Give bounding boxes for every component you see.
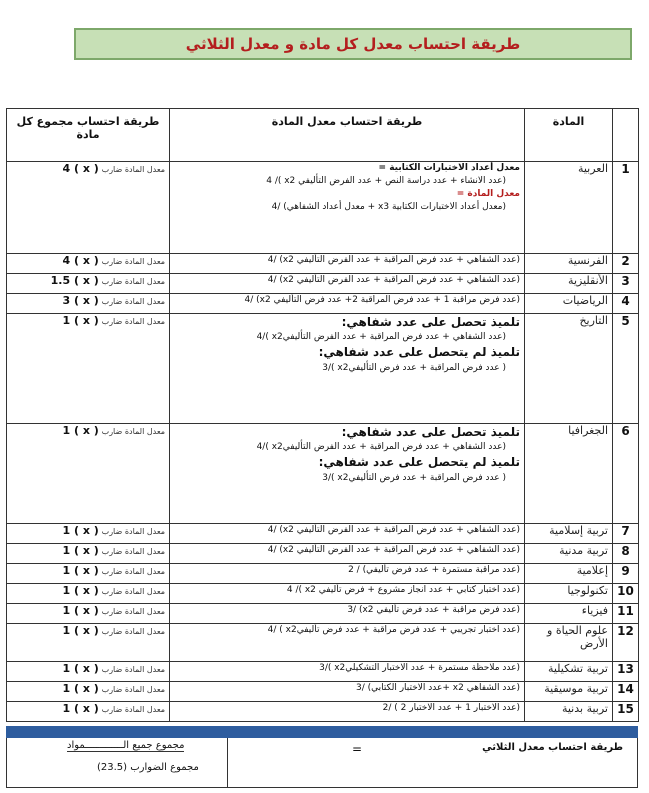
method-cell: [170, 624, 525, 662]
subject-name: إعلامية: [525, 564, 613, 584]
total-label: معدل المادة ضارب: [101, 527, 165, 536]
method-line: (عدد الشفاهي + عدد فرض المراقبة + عدد الفرض التأليفي x2) /4: [267, 545, 520, 555]
row-number: 6: [613, 424, 639, 524]
method-cell: [170, 584, 525, 604]
total-cell: [7, 294, 170, 314]
coefficient: ( x ) 4: [62, 254, 99, 267]
total-cell: [7, 254, 170, 274]
method-line: (عدد الشفاهي + عدد فرض المراقبة + عدد الفرض التأليفي x2) /4: [267, 525, 520, 535]
total-cell: [7, 702, 170, 722]
total-label: معدل المادة ضارب: [101, 427, 165, 436]
subject-name: فيزياء: [525, 604, 613, 624]
method-cell: [170, 702, 525, 722]
row-number: 14: [613, 682, 639, 702]
table-row: [7, 624, 639, 662]
method-line: (عدد الشفاهي x2 +عدد الاختبار الكتابي) /3: [356, 683, 520, 693]
method-line: (عدد اختبار تجريبي + عدد فرض مراقبة + عدد فرض تأليفيx2 ) /4: [267, 625, 520, 635]
method-line: (عدد الشفاهي + عدد فرض المراقبة + عدد الفرض التأليفي x2) /4: [267, 275, 520, 285]
table-row: [7, 294, 639, 314]
method-cell: [170, 682, 525, 702]
row-number: 15: [613, 702, 639, 722]
table-row: [7, 702, 639, 722]
subject-name: الفرنسية: [525, 254, 613, 274]
formula-denominator: مجموع الضوارب (23.5): [97, 762, 199, 773]
total-cell: [7, 584, 170, 604]
table-row: [7, 162, 639, 254]
subject-name: تربية موسيقية: [525, 682, 613, 702]
method-line: (عدد الاختبار 1 + عدد الاختبار 2 ) /2: [382, 703, 520, 713]
total-cell: [7, 624, 170, 662]
page-title: طريقة احتساب معدل كل مادة و معدل الثلاثي: [74, 28, 632, 60]
coefficient: ( x ) 1: [62, 662, 99, 675]
table-row: [7, 682, 639, 702]
divider: [227, 738, 228, 788]
subject-name: تربية إسلامية: [525, 524, 613, 544]
method-line: تلميذ تحصل على عدد شفاهي:: [341, 425, 520, 439]
subject-name: تكنولوجيا: [525, 584, 613, 604]
method-cell: [170, 544, 525, 564]
formula-numerator: مجموع جميع الـــــــــــــمواد: [67, 740, 185, 751]
total-label: معدل المادة ضارب: [101, 627, 165, 636]
total-label: معدل المادة ضارب: [101, 547, 165, 556]
row-number: 12: [613, 624, 639, 662]
method-cell: [170, 274, 525, 294]
subject-name: تربية تشكيلية: [525, 662, 613, 682]
row-number: 7: [613, 524, 639, 544]
subject-name: علوم الحياة و الأرض: [525, 624, 613, 662]
table-row: [7, 662, 639, 682]
table-row: [7, 524, 639, 544]
row-number: 4: [613, 294, 639, 314]
total-label: معدل المادة ضارب: [101, 607, 165, 616]
method-line: (عدد اختبار كتابي + عدد انجاز مشروع + فرض تأليفي x2 )/ 4: [286, 585, 520, 595]
method-line: تلميذ تحصل على عدد شفاهي:: [341, 315, 520, 329]
method-line: (عدد فرض مراقبة + عدد فرض تأليفي x2) /3: [347, 605, 520, 615]
header-method: طريقة احتساب معدل المادة: [170, 109, 525, 162]
total-cell: [7, 564, 170, 584]
row-number: 9: [613, 564, 639, 584]
subject-name: العربية: [525, 162, 613, 254]
row-number: 5: [613, 314, 639, 424]
total-label: معدل المادة ضارب: [101, 705, 165, 714]
total-label: معدل المادة ضارب: [101, 587, 165, 596]
total-label: معدل المادة ضارب: [101, 257, 165, 266]
method-cell: [170, 254, 525, 274]
coefficient: ( x ) 1.5: [50, 274, 99, 287]
table-row: [7, 564, 639, 584]
method-cell: [170, 662, 525, 682]
table-row: [7, 604, 639, 624]
header-subject: المادة: [525, 109, 613, 162]
coefficient: ( x ) 3: [62, 294, 99, 307]
total-label: معدل المادة ضارب: [101, 665, 165, 674]
table-header-row: [7, 109, 639, 162]
separator-bar: [6, 726, 638, 738]
table-row: [7, 424, 639, 524]
method-cell: [170, 294, 525, 314]
method-cell: [170, 524, 525, 544]
method-line: معدل أعداد الاختبارات الكتابية =: [378, 163, 520, 173]
method-line: معدل المادة =: [456, 189, 520, 200]
table-row: [7, 274, 639, 294]
total-cell: [7, 604, 170, 624]
total-cell: [7, 424, 170, 524]
coefficient: ( x ) 1: [62, 702, 99, 715]
table-row: [7, 314, 639, 424]
subject-name: التاريخ: [525, 314, 613, 424]
method-line: (عدد الشفاهي + عدد فرض المراقبة + عدد الفرض التأليفيx2 )/4: [256, 442, 506, 453]
table-body: [7, 162, 639, 722]
method-line: (عدد فرض مراقبة 1 + عدد فرض المراقبة 2+ عدد فرض التأليفي x2) /4: [244, 295, 520, 305]
coefficient: ( x ) 4: [62, 162, 99, 175]
table-row: [7, 544, 639, 564]
subject-name: تربية بدنية: [525, 702, 613, 722]
method-line: (عدد الشفاهي + عدد فرض المراقبة + عدد الفرض التأليفيx2 )/4: [256, 332, 506, 343]
subject-name: الرياضيات: [525, 294, 613, 314]
method-line: ( عدد فرض المراقبة + عدد فرض التأليفيx2 )/3: [322, 472, 506, 483]
row-number: 1: [613, 162, 639, 254]
total-cell: [7, 682, 170, 702]
row-number: 3: [613, 274, 639, 294]
method-line: (عدد الانشاء + عدد دراسة النص + عدد الفرض التأليفي x2 )/ 4: [266, 176, 506, 187]
coefficient: ( x ) 1: [62, 584, 99, 597]
subject-name: الأنقليزية: [525, 274, 613, 294]
averages-table: [6, 108, 639, 722]
total-label: معدل المادة ضارب: [101, 165, 165, 174]
total-cell: [7, 544, 170, 564]
method-cell: [170, 314, 525, 424]
trimester-average-box: [6, 738, 638, 788]
method-line: (عدد مراقبة مستمرة + عدد فرض تأليفي) / 2: [348, 565, 520, 575]
table-row: [7, 254, 639, 274]
method-line: (عدد الشفاهي + عدد فرض المراقبة + عدد الفرض التأليفي x2) /4: [267, 255, 520, 265]
total-label: معدل المادة ضارب: [101, 317, 165, 326]
header-total: طريقة احتساب مجموع كل مادة: [7, 109, 170, 162]
method-cell: [170, 604, 525, 624]
coefficient: ( x ) 1: [62, 424, 99, 437]
coefficient: ( x ) 1: [62, 564, 99, 577]
coefficient: ( x ) 1: [62, 682, 99, 695]
header-number: [613, 109, 639, 162]
total-label: معدل المادة ضارب: [101, 567, 165, 576]
trimester-average-title: طريقة احتساب معدل الثلاثي: [482, 742, 623, 753]
method-cell: [170, 162, 525, 254]
coefficient: ( x ) 1: [62, 604, 99, 617]
coefficient: ( x ) 1: [62, 624, 99, 637]
row-number: 10: [613, 584, 639, 604]
total-cell: [7, 524, 170, 544]
total-cell: [7, 314, 170, 424]
method-line: (عدد ملاحظة مستمرة + عدد الاختبار التشكيليx2 )/3: [319, 663, 520, 673]
coefficient: ( x ) 1: [62, 314, 99, 327]
method-line: تلميذ لم يتحصل على عدد شفاهي:: [318, 455, 520, 470]
total-label: معدل المادة ضارب: [101, 297, 165, 306]
method-cell: [170, 564, 525, 584]
total-label: معدل المادة ضارب: [101, 685, 165, 694]
method-line: ( عدد فرض المراقبة + عدد فرض التأليفيx2 )/3: [322, 362, 506, 373]
subject-name: تربية مدنية: [525, 544, 613, 564]
row-number: 13: [613, 662, 639, 682]
row-number: 11: [613, 604, 639, 624]
subject-name: الجغرافيا: [525, 424, 613, 524]
coefficient: ( x ) 1: [62, 524, 99, 537]
total-cell: [7, 162, 170, 254]
method-line: (معدل أعداد الاختبارات الكتابية x3 + معدل أعداد الشفاهي) /4: [271, 202, 506, 213]
equals-sign: =: [352, 742, 363, 756]
row-number: 2: [613, 254, 639, 274]
total-cell: [7, 662, 170, 682]
method-cell: [170, 424, 525, 524]
table-row: [7, 584, 639, 604]
method-line: تلميذ لم يتحصل على عدد شفاهي:: [318, 345, 520, 360]
coefficient: ( x ) 1: [62, 544, 99, 557]
total-cell: [7, 274, 170, 294]
total-label: معدل المادة ضارب: [101, 277, 165, 286]
row-number: 8: [613, 544, 639, 564]
